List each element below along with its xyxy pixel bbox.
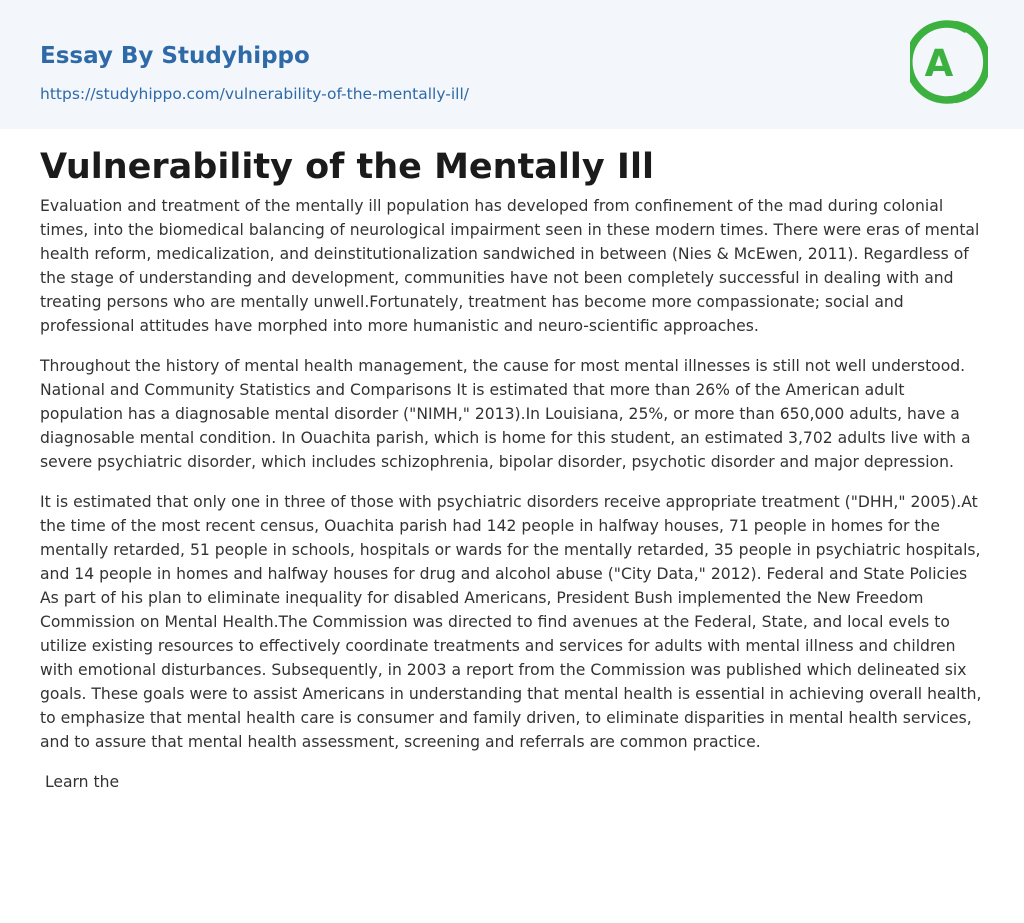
essay-body: [40, 194, 986, 810]
learn-more-text: Learn the: [40, 773, 120, 791]
site-header: [0, 0, 1024, 129]
essay-paragraph: Throughout the history of mental health management, the cause for most mental illnesses is still not well understood. National and Community Statistics and Comparisons It is estimated that more than 26% of the American adult population has a diagnosable mental disorder ("NIMH," 2013).In Louisiana, 25%, or more than 650,000 adults, have a diagnosable mental condition. In Ouachita parish, which is home for this student, an estimated 3,702 adults live with a severe psychiatric disorder, which includes schizophrenia, bipolar disorder, psychotic disorder and major depression.: [40, 357, 971, 471]
essay-paragraph: Evaluation and treatment of the mentally ill population has developed from confinement of the mad during colonial times, into the biomedical balancing of neurological impairment seen in these modern times. There were eras of mental health reform, medicalization, and deinstitutionalization sandwiched in between (Nies & McEwen, 2011). Regardless of the stage of understanding and development, communities have not been completely successful in dealing with and treating persons who are mentally unwell.Fortunately, treatment has become more compassionate; social and professional attitudes have morphed into more humanistic and neuro-scientific approaches.: [40, 197, 980, 335]
essay-url-link[interactable]: https://studyhippo.com/vulnerability-of-the-mentally-ill/: [40, 85, 469, 103]
studyhippo-logo-icon[interactable]: [910, 17, 988, 107]
essay-title: Vulnerability of the Mentally Ill: [40, 147, 654, 187]
logo-letter: A: [924, 42, 954, 85]
essay-paragraph: It is estimated that only one in three of those with psychiatric disorders receive appropriate treatment ("DHH," 2005).At the time of the most recent census, Ouachita parish had 142 people in halfway houses, 71 people in homes for the mentally retarded, 51 people in schools, hospitals or wards for the mentally retarded, 35 people in psychiatric hospitals, and 14 people in homes and halfway houses for drug and alcohol abuse ("City Data," 2012). Federal and State Policies As part of his plan to eliminate inequality for disabled Americans, President Bush implemented the New Freedom Commission on Mental Health.The Commission was directed to find avenues at the Federal, State, and local evels to utilize existing resources to effectively coordinate treatments and services for adults with mental illness and children with emotional disturbances. Subsequently, in 2003 a report from the Commission was published which delineated six goals. These goals were to assist Americans in understanding that mental health is essential in achieving overall health, to emphasize that mental health care is consumer and family driven, to eliminate disparities in mental health services, and to assure that mental health assessment, screening and referrals are common practice.: [40, 493, 982, 751]
site-brand[interactable]: Essay By Studyhippo: [40, 43, 310, 69]
